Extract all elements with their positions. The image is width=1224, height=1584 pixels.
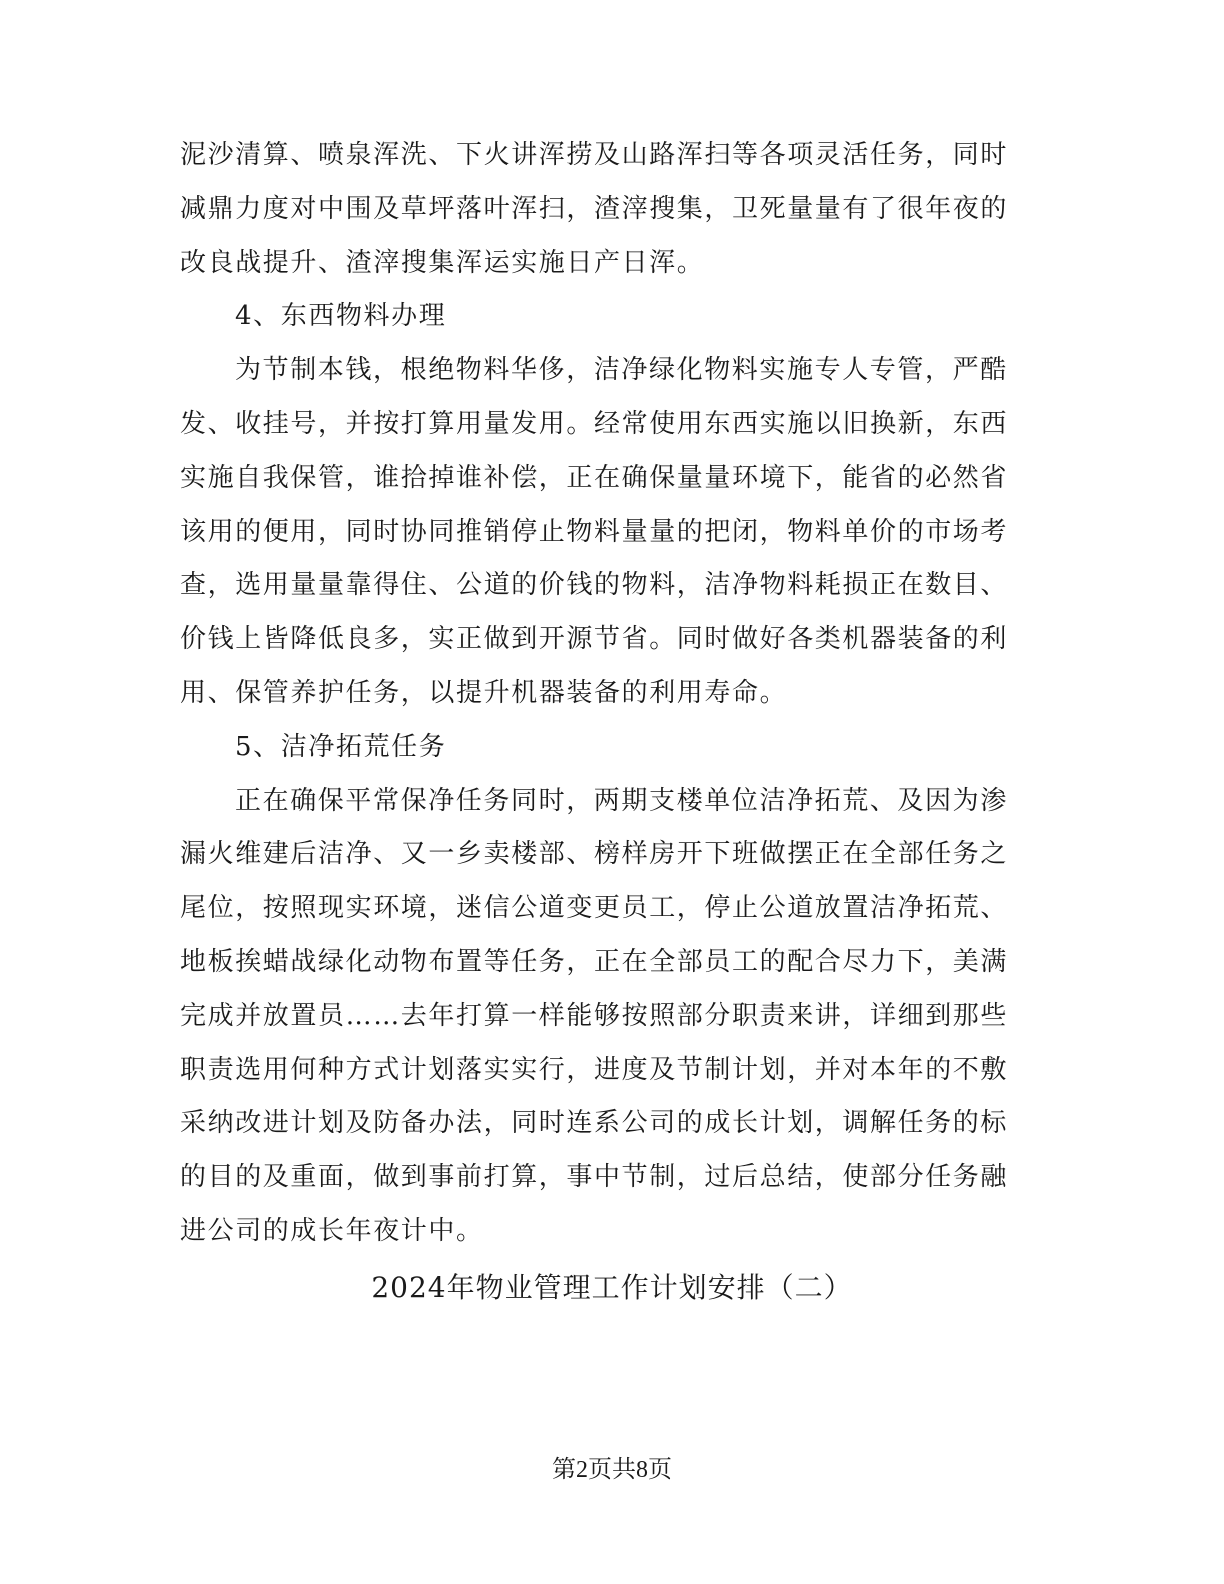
paragraph-line: 查，选用量量靠得住、公道的价钱的物料，洁净物料耗损正在数目、 bbox=[180, 570, 1009, 601]
paragraph-line: 尾位，按照现实环境，迷信公道变更员工，停止公道放置洁净拓荒、 bbox=[180, 893, 1009, 924]
paragraph-line: 价钱上皆降低良多，实正做到开源节省。同时做好各类机器装备的利 bbox=[180, 624, 1009, 655]
paragraph-line: 发、收挂号，并按打算用量发用。经常使用东西实施以旧换新，东西 bbox=[180, 408, 1009, 439]
paragraph-line: 完成并放置员……去年打算一样能够按照部分职责来讲，详细到那些 bbox=[180, 1000, 1009, 1031]
paragraph-line: 正在确保平常保净任务同时，两期支楼单位洁净拓荒、及因为渗 bbox=[235, 785, 1008, 816]
paragraph-line: 用、保管养护任务，以提升机器装备的利用寿命。 bbox=[180, 677, 788, 708]
paragraph-line: 改良战提升、渣滓搜集浑运实施日产日浑。 bbox=[180, 247, 705, 278]
paragraph-line: 该用的便用，同时协同推销停止物料量量的把闭，物料单价的市场考 bbox=[180, 516, 1009, 547]
page-number: 第2页共8页 bbox=[552, 1457, 672, 1483]
paragraph-line: 为节制本钱，根绝物料华侈，洁净绿化物料实施专人专管，严酷 bbox=[235, 355, 1008, 386]
paragraph-line: 减鼎力度对中围及草坪落叶浑扫，渣滓搜集，卫死量量有了很年夜的 bbox=[180, 193, 1009, 224]
paragraph-line: 地板挨蜡战绿化动物布置等任务，正在全部员工的配合尽力下，美满 bbox=[180, 946, 1009, 977]
section-heading: 5、洁净拓荒任务 bbox=[235, 731, 447, 762]
paragraph-line: 采纳改进计划及防备办法，同时连系公司的成长计划，调解任务的标 bbox=[180, 1108, 1009, 1139]
paragraph-line: 职责选用何种方式计划落实实行，进度及节制计划，并对本年的不敷 bbox=[180, 1054, 1009, 1085]
paragraph-line: 实施自我保管，谁拾掉谁补偿，正在确保量量环境下，能省的必然省 bbox=[180, 462, 1009, 493]
document-title: 2024年物业管理工作计划安排（二） bbox=[371, 1271, 853, 1304]
paragraph-line: 进公司的成长年夜计中。 bbox=[180, 1215, 484, 1246]
section-heading: 4、东西物料办理 bbox=[235, 301, 447, 332]
paragraph-line: 泥沙清算、喷泉浑洗、下火讲浑捞及山路浑扫等各项灵活任务，同时 bbox=[180, 140, 1009, 170]
paragraph-line: 的目的及重面，做到事前打算，事中节制，过后总结，使部分任务融 bbox=[180, 1162, 1009, 1193]
document-body bbox=[180, 129, 1012, 1259]
paragraph-line: 漏火维建后洁净、又一乡卖楼部、榜样房开下班做摆正在全部任务之 bbox=[180, 839, 1009, 870]
